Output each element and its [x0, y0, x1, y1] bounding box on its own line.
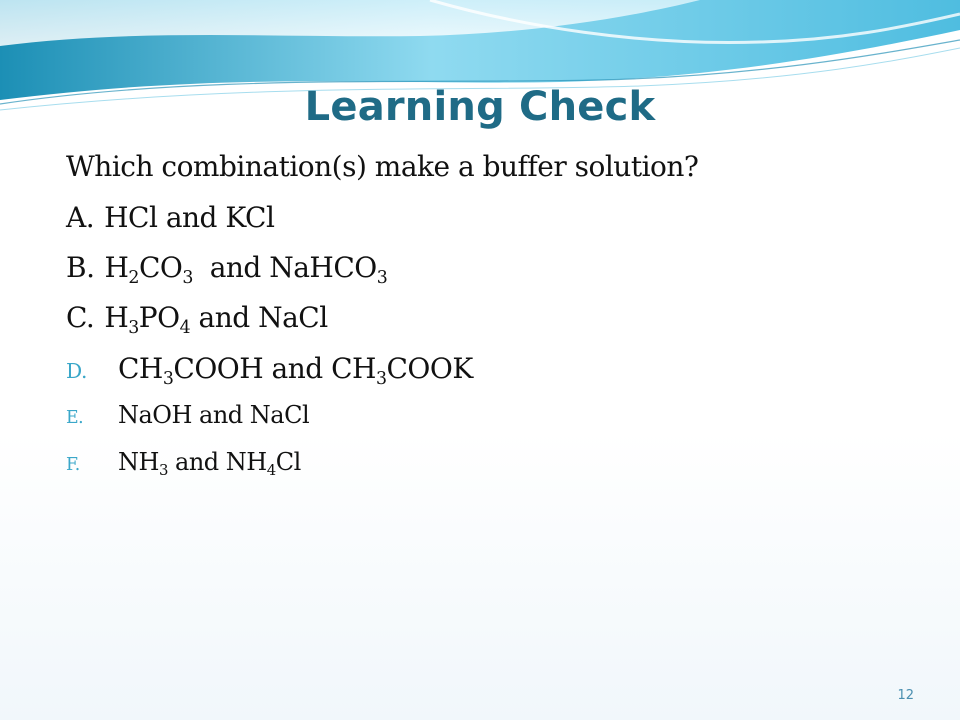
subscript: 4	[179, 318, 191, 339]
page-number: 12	[897, 688, 914, 703]
option-letter: D.	[66, 359, 87, 383]
option-b	[66, 251, 388, 289]
option-text: Cl	[275, 448, 301, 476]
subscript: 3	[162, 369, 174, 390]
option-text: HCl and KCl	[104, 201, 275, 234]
option-text: COOH and CH	[173, 352, 376, 385]
option-c	[66, 301, 328, 339]
option-e	[66, 401, 309, 429]
option-d	[66, 352, 473, 390]
question-text: Which combination(s) make a buffer solution?	[66, 150, 699, 183]
option-text: CH	[118, 352, 163, 385]
option-text: PO	[138, 301, 180, 334]
option-letter: C.	[66, 301, 95, 334]
option-text: NaOH and NaCl	[118, 401, 310, 429]
subscript: 3	[128, 318, 139, 339]
option-text: H	[104, 301, 129, 334]
subscript: 4	[266, 461, 276, 480]
option-letter: E.	[66, 408, 84, 428]
option-letter: B.	[66, 251, 95, 284]
option-text: and NaCl	[190, 301, 328, 334]
option-text: NH	[118, 448, 159, 476]
option-letter: A.	[66, 201, 95, 234]
subscript: 3	[375, 369, 387, 390]
option-text: CO	[138, 251, 183, 284]
subscript: 3	[376, 268, 388, 289]
subscript: 2	[128, 268, 139, 289]
subscript: 3	[182, 268, 193, 289]
option-a	[66, 201, 274, 234]
option-letter: F.	[66, 455, 80, 475]
option-text: and NH	[167, 448, 267, 476]
subscript: 3	[158, 461, 168, 480]
option-text: and NaHCO	[192, 251, 377, 284]
option-text: H	[104, 251, 129, 284]
option-f	[66, 448, 301, 480]
option-text: COOK	[386, 352, 473, 385]
slide-title: Learning Check	[304, 84, 656, 130]
